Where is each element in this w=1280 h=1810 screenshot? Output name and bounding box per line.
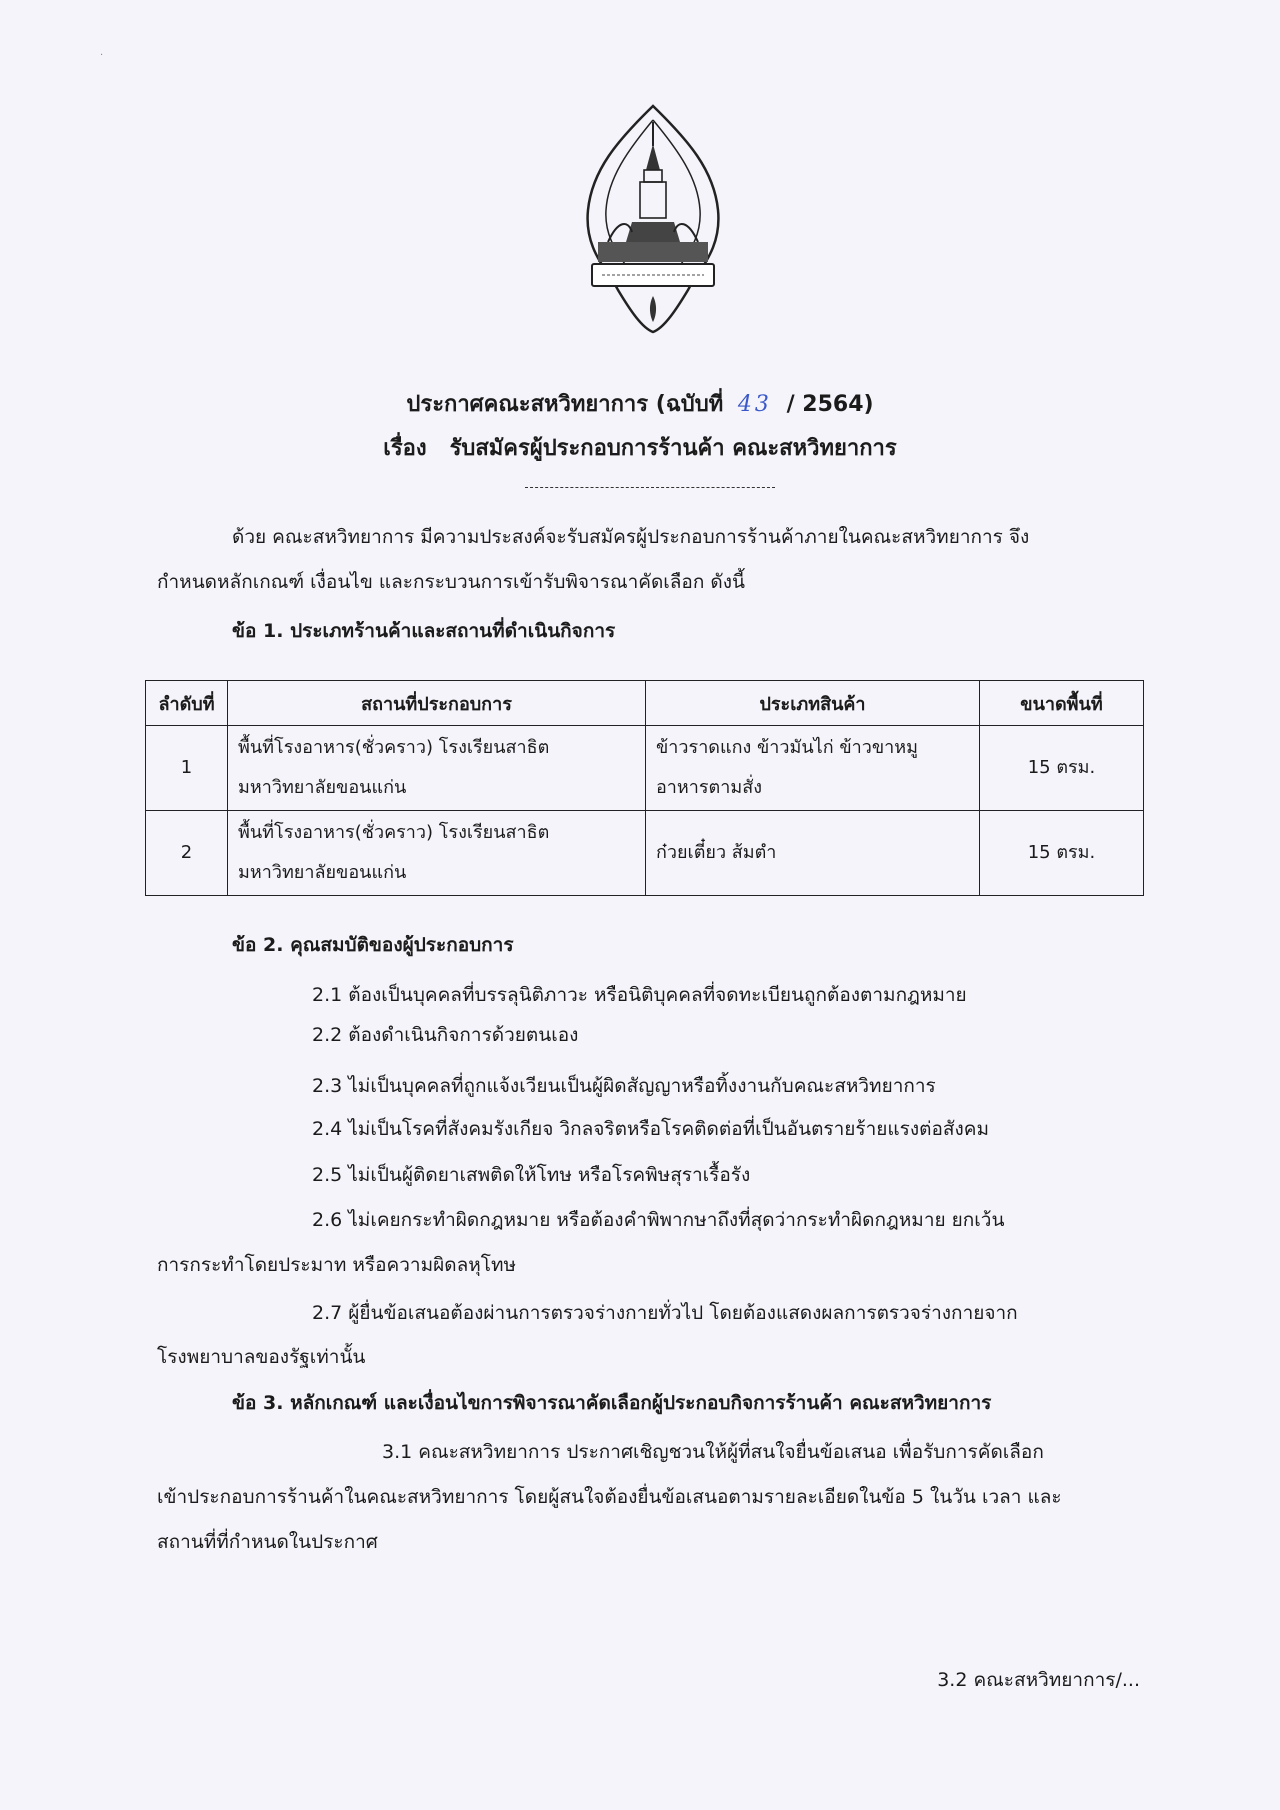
- subject-label: เรื่อง: [383, 436, 427, 461]
- row-size: 15 ตรม.: [980, 726, 1144, 811]
- goods-line-2: อาหารตามสั่ง: [656, 777, 762, 798]
- title-suffix: / 2564): [786, 392, 874, 417]
- announcement-subject: [0, 430, 1280, 465]
- qualification-item: 2.2 ต้องดำเนินกิจการด้วยตนเอง: [312, 1024, 579, 1046]
- place-line-2: มหาวิทยาลัยขอนแก่น: [238, 862, 407, 883]
- announcement-title: [0, 386, 1280, 421]
- header-place: สถานที่ประกอบการ: [228, 681, 646, 726]
- section2-heading: ข้อ 2. คุณสมบัติของผู้ประกอบการ: [232, 934, 514, 956]
- place-line-1: พื้นที่โรงอาหาร(ชั่วคราว) โรงเรียนสาธิต: [238, 822, 550, 843]
- header-size: ขนาดพื้นที่: [980, 681, 1144, 726]
- qualification-item: 2.3 ไม่เป็นบุคคลที่ถูกแจ้งเวียนเป็นผู้ผิดสัญญาหรือทิ้งงานกับคณะสหวิทยาการ: [312, 1075, 936, 1097]
- title-prefix: ประกาศคณะสหวิทยาการ (ฉบับที่: [406, 392, 724, 417]
- row-place: [228, 811, 646, 896]
- qualification-item-cont: โรงพยาบาลของรัฐเท่านั้น: [157, 1346, 366, 1368]
- row-no: 1: [146, 726, 228, 811]
- university-seal-icon: [578, 100, 728, 340]
- place-line-2: มหาวิทยาลัยขอนแก่น: [238, 777, 407, 798]
- qualification-item: 2.4 ไม่เป็นโรคที่สังคมรังเกียจ วิกลจริตหรือโรคติดต่อที่เป็นอันตรายร้ายแรงต่อสังคม: [312, 1118, 990, 1140]
- table-row: [146, 726, 1144, 811]
- header-goods: ประเภทสินค้า: [646, 681, 980, 726]
- page-continuation: 3.2 คณะสหวิทยาการ/...: [937, 1669, 1140, 1691]
- goods-line-1: ข้าวราดแกง ข้าวมันไก่ ข้าวขาหมู: [656, 737, 919, 758]
- qualification-item-cont: การกระทำโดยประมาท หรือความผิดลหุโทษ: [157, 1254, 516, 1276]
- row-place: [228, 726, 646, 811]
- section1-heading: ข้อ 1. ประเภทร้านค้าและสถานที่ดำเนินกิจการ: [232, 620, 616, 642]
- row-size: 15 ตรม.: [980, 811, 1144, 896]
- qualification-item: 2.1 ต้องเป็นบุคคลที่บรรลุนิติภาวะ หรือนิติบุคคลที่จดทะเบียนถูกต้องตามกฎหมาย: [312, 984, 967, 1006]
- row-no: 2: [146, 811, 228, 896]
- shop-table: [145, 680, 1144, 896]
- place-line-1: พื้นที่โรงอาหาร(ชั่วคราว) โรงเรียนสาธิต: [238, 737, 550, 758]
- handwritten-number: 43: [737, 392, 772, 417]
- section3-heading: ข้อ 3. หลักเกณฑ์ และเงื่อนไขการพิจารณาคัดเลือกผู้ประกอบกิจการร้านค้า คณะสหวิทยาการ: [232, 1392, 992, 1414]
- qualification-item: 2.5 ไม่เป็นผู้ติดยาเสพติดให้โทษ หรือโรคพิษสุราเรื้อรัง: [312, 1164, 751, 1186]
- criteria-line-2: เข้าประกอบการร้านค้าในคณะสหวิทยาการ โดยผู้สนใจต้องยื่นข้อเสนอตามรายละเอียดในข้อ 5 ในวัน เวลา และ: [157, 1486, 1062, 1508]
- title-divider: [525, 487, 775, 488]
- intro-line-2: กำหนดหลักเกณฑ์ เงื่อนไข และกระบวนการเข้ารับพิจารณาคัดเลือก ดังนี้: [157, 571, 745, 593]
- qualification-item: 2.6 ไม่เคยกระทำผิดกฎหมาย หรือต้องคำพิพากษาถึงที่สุดว่ากระทำผิดกฎหมาย ยกเว้น: [312, 1209, 1005, 1231]
- header-no: ลำดับที่: [146, 681, 228, 726]
- qualification-item: 2.7 ผู้ยื่นข้อเสนอต้องผ่านการตรวจร่างกายทั่วไป โดยต้องแสดงผลการตรวจร่างกายจาก: [312, 1302, 1018, 1324]
- intro-line-1: ด้วย คณะสหวิทยาการ มีความประสงค์จะรับสมัครผู้ประกอบการร้านค้าภายในคณะสหวิทยาการ จึง: [232, 526, 1030, 548]
- row-goods: ก๋วยเตี๋ยว ส้มตำ: [646, 811, 980, 896]
- criteria-line-1: 3.1 คณะสหวิทยาการ ประกาศเชิญชวนให้ผู้ที่สนใจยื่นข้อเสนอ เพื่อรับการคัดเลือก: [382, 1441, 1044, 1463]
- table-header-row: [146, 681, 1144, 726]
- table-row: [146, 811, 1144, 896]
- criteria-line-3: สถานที่ที่กำหนดในประกาศ: [157, 1531, 378, 1553]
- scan-speck: ·: [100, 50, 104, 61]
- subject-text: รับสมัครผู้ประกอบการร้านค้า คณะสหวิทยาการ: [449, 436, 897, 461]
- row-goods: [646, 726, 980, 811]
